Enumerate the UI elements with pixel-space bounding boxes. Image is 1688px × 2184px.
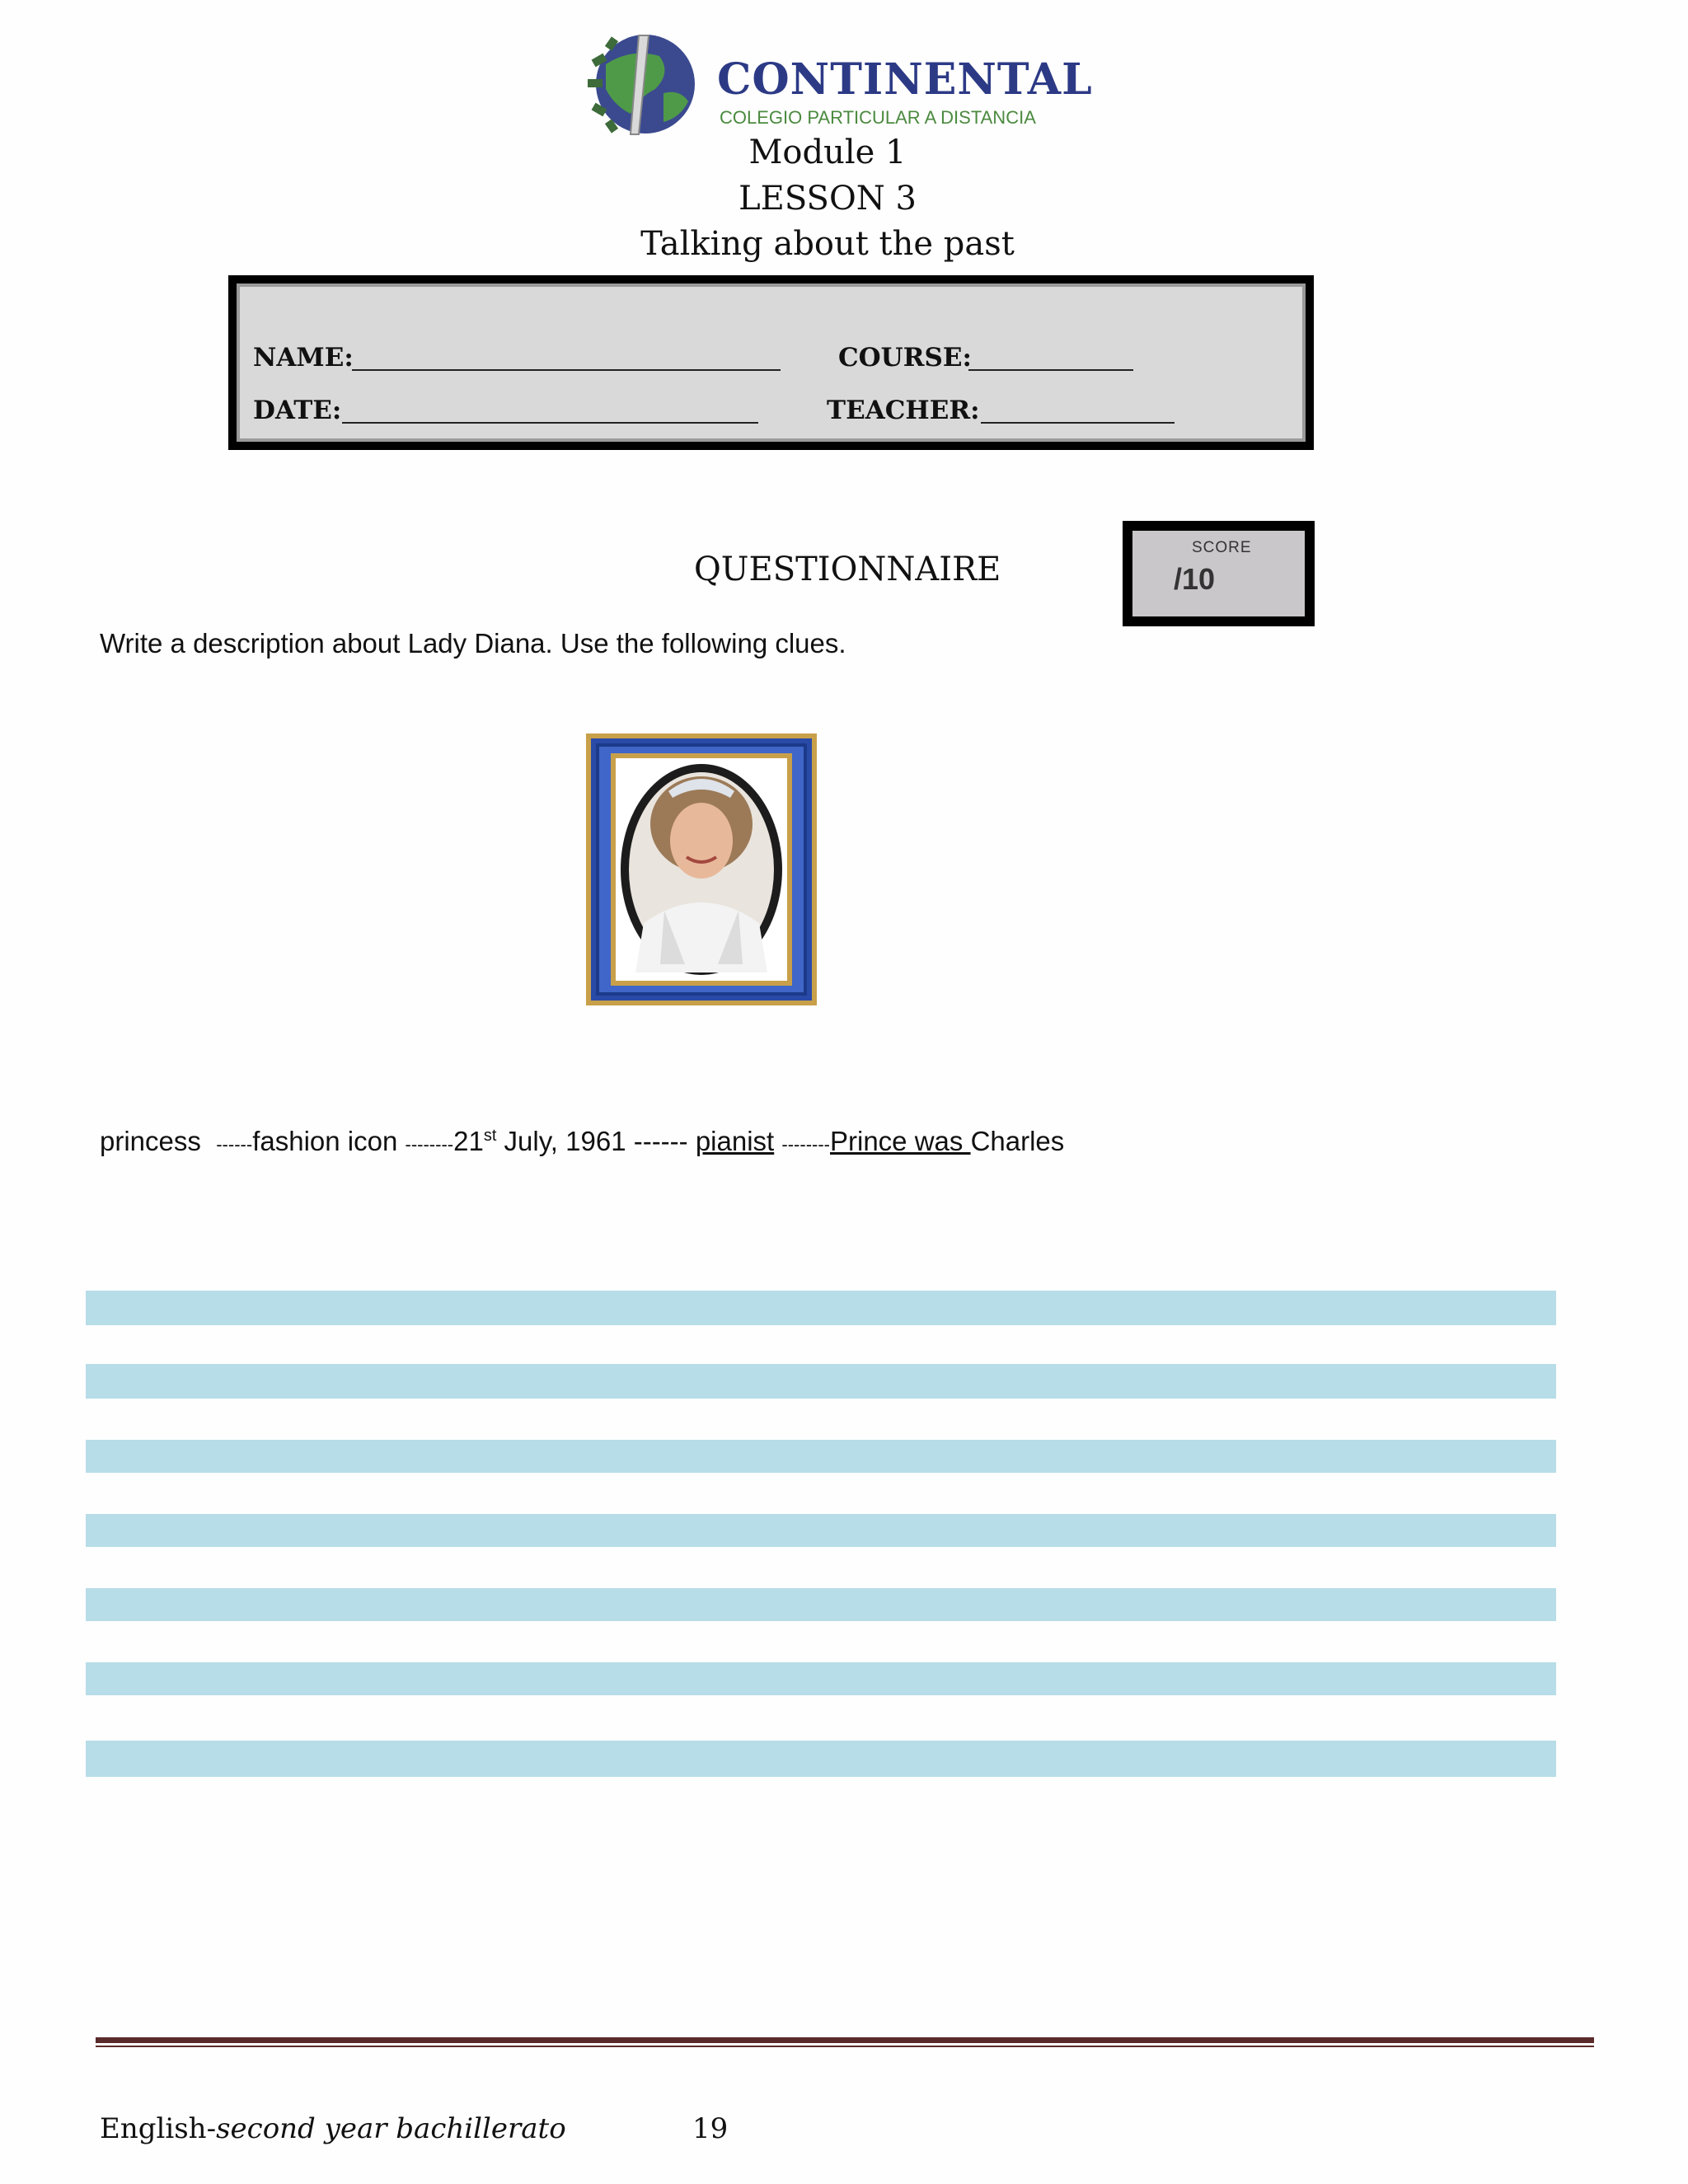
clues-line (100, 1126, 1064, 1157)
logo-brand: CONTINENTAL (717, 54, 1093, 105)
page-number: 19 (692, 2112, 729, 2145)
clue-pianist: pianist (695, 1126, 775, 1156)
score-value: /10 (1174, 562, 1216, 596)
name-field[interactable] (352, 369, 781, 371)
writing-line[interactable] (86, 1588, 1556, 1621)
caption-text-clipped (606, 997, 771, 1014)
clue-separator: -------- (405, 1134, 454, 1155)
score-box (1123, 521, 1315, 626)
course-field[interactable] (968, 369, 1133, 371)
date-field[interactable] (342, 422, 758, 424)
topic-title: Talking about the past (640, 225, 1015, 263)
writing-line[interactable] (86, 1364, 1556, 1399)
score-label: SCORE (1192, 539, 1252, 556)
clue-separator: -------- (781, 1134, 830, 1155)
clue-separator: ------ (626, 1126, 696, 1156)
clue-birthdate-rest: July, 1961 (496, 1126, 626, 1156)
lesson-title: LESSON 3 (738, 180, 917, 218)
writing-line[interactable] (86, 1514, 1556, 1547)
writing-line[interactable] (86, 1741, 1556, 1777)
footer-rule-thin (96, 2046, 1594, 2047)
teacher-field[interactable] (981, 422, 1175, 424)
clue-separator: ------ (216, 1134, 253, 1155)
course-label: COURSE: (838, 343, 972, 373)
clue-prince-was: Prince was (830, 1126, 971, 1156)
module-title: Module 1 (748, 134, 907, 171)
writing-line[interactable] (86, 1662, 1556, 1695)
name-label: NAME: (253, 343, 354, 373)
clue-fashion-icon: fashion icon (252, 1126, 398, 1156)
globe-gear-icon (581, 31, 713, 138)
logo-subtitle: COLEGIO PARTICULAR A DISTANCIA (720, 107, 1036, 128)
questionnaire-title: QUESTIONNAIRE (694, 551, 1001, 588)
footer-subject (100, 2112, 566, 2145)
date-label: DATE: (253, 396, 342, 425)
clue-birthdate-suffix: st (483, 1127, 497, 1145)
portrait-image (586, 733, 817, 1005)
clue-princess: princess (100, 1126, 201, 1156)
instruction-text: Write a description about Lady Diana. Use the following clues. (100, 628, 846, 658)
footer-rule (96, 2037, 1594, 2043)
school-logo (581, 31, 1093, 138)
student-info-box (228, 275, 1314, 450)
teacher-label: TEACHER: (827, 396, 980, 425)
footer-subject-name: English- (100, 2112, 217, 2145)
clue-birthdate-day: 21 (453, 1126, 484, 1156)
footer-level: second year bachillerato (216, 2112, 566, 2145)
clue-charles: Charles (970, 1126, 1065, 1156)
writing-line[interactable] (86, 1440, 1556, 1473)
writing-line[interactable] (86, 1291, 1556, 1325)
